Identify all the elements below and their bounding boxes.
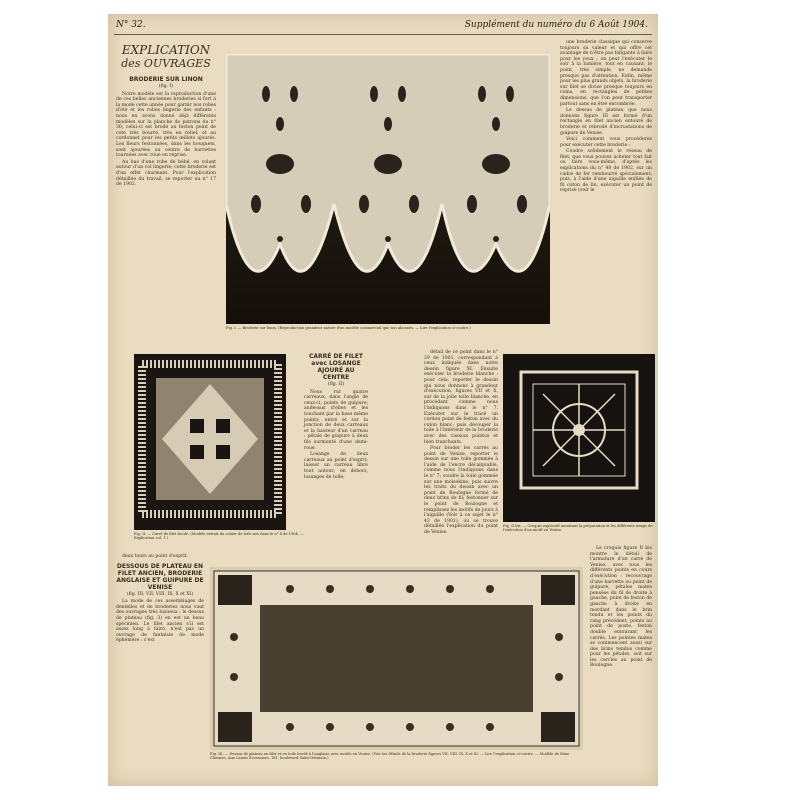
lace-illustration — [226, 54, 550, 324]
paragraph: La mode de ces assemblages de dentelles et de broderies nous vaut des ouvrages très luxueux : le dessus de plateau (fig. 3) en est un beau spécimen. Le filet ancien s'il est assez long à faire, n'est pas un ouvrage de fantaisie de mode éphémère : c'est — [116, 599, 204, 644]
fig-ref: (fig. I) — [158, 84, 174, 89]
paragraph: Pour broder les carrés au point de Venise, reporter le dessin sur une toile gommée à l'aide de l'encre décalquable, comme nous l'indiquons dans le n° 7; coudre la toile gommée sur une moleskine, puis suivre les traits du dessin avec un point de Boulogne formé de deux brins de fil; festonner sur le point de Boulogne et remplissez les motifs de jours à l'aiguille (Voir à ce sujet le n° 43 de 1901), où se trouve détaillée l'explication du point de Venise. — [424, 446, 498, 535]
paragraph: Voici comment vous procéderez pour exécuter cette broderie : — [560, 137, 652, 148]
paragraph: Au bas d'une robe de bébé, en volant autour d'un col lingerie; cette broderie est d'un effet charmant. Pour l'explication détaillée du travail, se reporter au n° 17 de 1902. — [116, 159, 216, 188]
article-title-broderie: BRODERIE SUR LINON — [129, 76, 203, 83]
figure-3-caption: Fig. III. — Dessus de plateau en filet et en toile brodé à l'anglaise avec motifs en Venise. (Voir les détails de la broderie figures VII, VIII, IX, X et XI. — Lire l'explication ci-contre. — Modèle de Mme Chesnée, Aux Lainés Écossaises, 181, boulevard Saint-Germain.) — [210, 752, 570, 761]
figure-2-filet-square — [134, 354, 286, 530]
article-title-plateau: DESSOUS DE PLATEAU EN FILET ANCIEN, BRODERIE ANGLAISE ET GUIPURE DE VENISE — [116, 562, 204, 591]
column-4-lower — [590, 546, 652, 670]
figure-2bis-sketch — [503, 354, 655, 522]
section-title-line1: EXPLICATION — [121, 43, 211, 57]
magazine-page — [108, 14, 658, 786]
fig-ref: (fig. III, VII, VIII, IX, X et XI) — [126, 591, 194, 597]
supplement-date: Supplément du numéro du 6 Août 1904. — [464, 20, 648, 30]
tray-cover-illustration — [210, 567, 583, 750]
fig-ref: (fig. II) — [327, 382, 345, 387]
column-3 — [424, 350, 498, 537]
section-title — [116, 44, 216, 70]
figure-1-caption: Fig. I. — Broderie sur linon. (Reproduction grandeur nature d'un modèle commercial que nos abonnés. — Lire l'explication ci-contre.) — [226, 326, 471, 330]
column-1 — [116, 40, 216, 189]
paragraph: détail de ce point dans le n° 29 de 1901, correspondant à ceux indiqués dans notre dessin figure XI. Ensuite exécuter la broderie blanche : pour cela, reporter le dessin qui nous donnons à grandeur d'exécution, figures VII et X, sur de la jolie toile blanche, en procédant comme nous l'indiquons dans le n° 7. Exécuter sur le tracé un cordon point de feston avec du coton blanc; puis découper la toile à l'intérieur de la broderie avec des ciseaux pointus et bien tranchants. — [424, 350, 498, 445]
filet-square-illustration — [134, 354, 286, 530]
figure-2bis-caption: Fig. II bis. — Croquis explicatif montrant la préparation et les différents temps de l'exécution d'un motif en Venise. — [503, 524, 653, 533]
issue-number: N° 32. — [116, 20, 146, 30]
figure-2-caption: Fig. II. — Carré de filet brodé. (Modèle extrait du cahier de toile nos dans le n° 4 de 1904. — Explication col. 1.) — [134, 532, 304, 541]
column-4 — [560, 40, 652, 195]
column-2 — [304, 350, 368, 481]
paragraph: Nous rur quatre carreaux, dans l'angle de ceux-ci, points de guipure; audessus d'elles et les touchant par la base même points; entre et sur la jonction de deux carreaux et la hauteur d'un carreau : pétale de guipure à deux fils surmonté d'une demi-roue. — [304, 389, 368, 451]
paragraph: Le dessus de plateau que nous donnons figure III est formé d'un rectangle en filet ancien entouré de broderie et rebrodé d'incrustations de guipure de Venise. — [560, 108, 652, 136]
figure-3-tray-cover — [210, 567, 583, 750]
paragraph: Losange de deux carreaux au point d'esprit; laisser un carreau libre tout autour; en dehors, losanges de toile; — [304, 452, 368, 480]
paragraph: Coudre solidement le réseau de filet, que vous pouvez acheter tout fait ou faire vous-même, d'après les explications du n° 48 de 1902, sur un cadre de fer rembourré spécialement; puis, à l'aide d'une aiguille enfilée de fil coton de lin, exécuter un point de reprise (voir le — [560, 149, 652, 194]
paragraph: Notre modèle est la reproduction d'une de ces belles anciennes broderies si fort à la mode cette année pour garnir nos robes d'été et les robes lingerie des enfants : nous en avons donné déjà différents modèles sur la planche de patrons du n° 30; celui-ci est brodé au feston point de cote très bourré, très en relief, et au cordonnet pour les petits œillets ajourés. Les fleurs festonnées, dans les bouquets, sont ajourées au centre de barrettes tournées avec roue en reprise. — [116, 91, 216, 159]
article-title-carre: CARRÉ DE FILET avec LOSANGE AJOURÉ AU CENTRE — [309, 353, 363, 381]
column-1-lower — [116, 554, 204, 645]
paragraph: Le croquis figure II bis montre le détail de l'armature d'un carré de Venise, avec tous les différents points en cours d'exécution : recouvrage d'une barrette au point de guipure, pétales mates pensées du fil de droite à gauche, point de feston de gauche à droite en mordant dans le brin tendu et les points du rang précédent, points au point de poste, feston double entourant les carrés. Les pointes mates se commencent aussi sur des brins tendus comme pour les pétales, soit sur les cercles au point de Boulogne. — [590, 546, 652, 669]
section-title-line2: des OUVRAGES — [121, 57, 211, 70]
venise-sketch-illustration — [503, 354, 655, 522]
paragraph: deux tours au point d'esprit. — [122, 554, 189, 559]
figure-1-lace-photo — [226, 54, 550, 324]
paragraph: une broderie classique qui conserve toujours sa valeur et qui offre cet avantage de n'être pas fatigante à faire pour les yeux ; on peut l'exécuter le soir à la lumière, tout en causant; le point, très simple, ne demande presque pas d'attention. Enfin, même pour les plus grands objets, la broderie sur filet se divise presque toujours en coins, en rectangles de petites dimensions, que l'on peut transporter partout sans en être encombrée. — [560, 40, 652, 107]
header-rule — [114, 34, 652, 35]
